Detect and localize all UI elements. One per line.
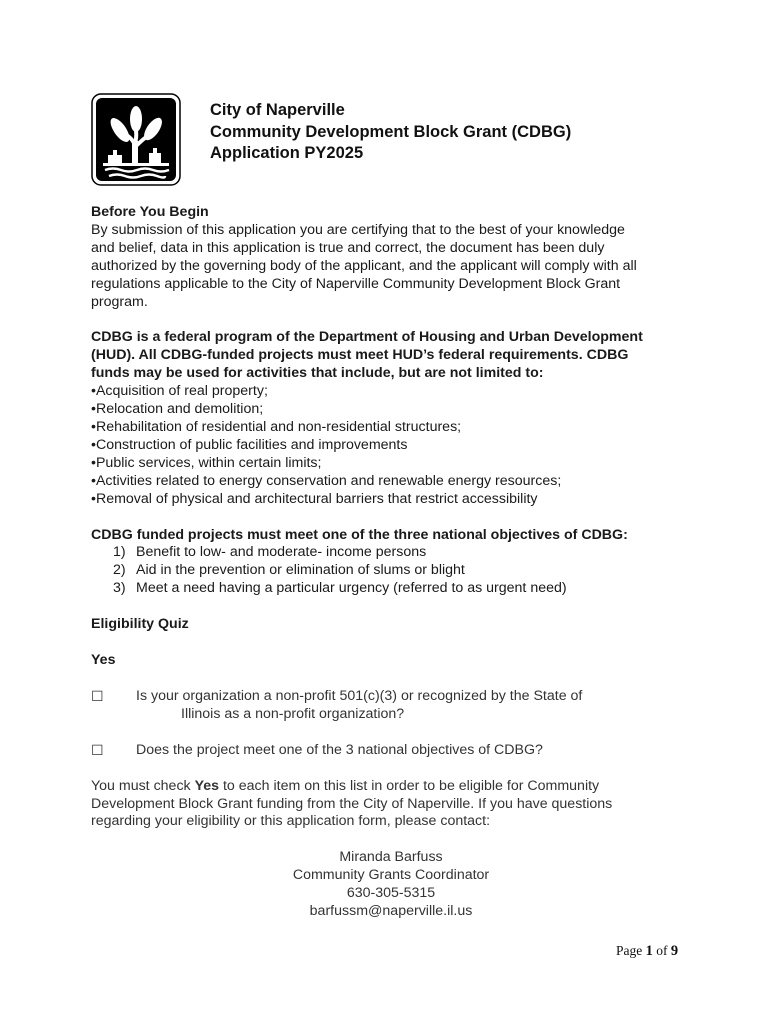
page-word: Page (616, 943, 646, 958)
activity-item: •Construction of public facilities and improvements (91, 436, 408, 453)
yes-column-label: Yes (91, 652, 116, 669)
cdbg-intro-line: CDBG is a federal program of the Department of Housing and Urban Development (91, 329, 643, 346)
before-line: authorized by the governing body of the applicant, and the applicant will comply with all (91, 257, 637, 274)
objective-number: 2) (113, 562, 126, 579)
contact-title: Community Grants Coordinator (292, 867, 490, 884)
title-program: Community Development Block Grant (CDBG) (210, 122, 572, 141)
quiz-heading: Eligibility Quiz (91, 616, 189, 633)
page-number (616, 943, 678, 960)
before-line: program. (91, 293, 148, 310)
activity-item: •Rehabilitation of residential and non-residential structures; (91, 418, 462, 435)
before-line: regulations applicable to the City of Naperville Community Development Block Grant (91, 275, 621, 292)
title-application: Application PY2025 (210, 144, 364, 162)
activity-item: •Relocation and demolition; (91, 401, 264, 418)
activity-item: •Activities related to energy conservation and renewable energy resources; (91, 472, 562, 489)
contact-phone: 630-305-5315 (346, 885, 436, 902)
objective-text: Aid in the prevention or elimination of slums or blight (136, 562, 465, 579)
notice-line: regarding your eligibility or this application form, please contact: (91, 813, 491, 830)
contact-email[interactable]: barfussm@naperville.il.us (309, 903, 473, 920)
question-text: Is your organization a non-profit 501(c)(3) or recognized by the State of (136, 687, 583, 704)
title-city: City of Naperville (210, 101, 345, 119)
notice-text: You must check (91, 777, 195, 794)
notice-text: to each item on this list in order to be eligible for Community (219, 777, 600, 794)
total-pages: 9 (670, 943, 679, 959)
contact-block (91, 849, 691, 921)
objective-item (91, 544, 691, 562)
question-text-continued: Illinois as a non-profit organization? (181, 705, 405, 722)
objectives-list (91, 544, 691, 598)
objective-item (91, 580, 691, 598)
notice-line: Development Block Grant funding from the City of Naperville. If you have questions (91, 795, 613, 812)
objective-number: 3) (113, 580, 126, 597)
objectives-checkbox[interactable]: ☐ (91, 741, 104, 758)
objective-text: Meet a need having a particular urgency (referred to as urgent need) (136, 580, 567, 597)
question-text: Does the project meet one of the 3 national objectives of CDBG? (136, 741, 543, 758)
objective-number: 1) (113, 544, 126, 561)
before-line: and belief, data in this application is true and correct, the document has been duly (91, 239, 605, 256)
activity-item: •Removal of physical and architectural barriers that restrict accessibility (91, 490, 538, 507)
activity-item: •Acquisition of real property; (91, 383, 268, 400)
activity-item: •Public services, within certain limits; (91, 454, 322, 471)
eligibility-notice (91, 778, 691, 796)
quiz-question-objectives (91, 742, 691, 760)
contact-name: Miranda Barfuss (339, 849, 443, 866)
cdbg-intro-line: (HUD). All CDBG-funded projects must meet HUD’s federal requirements. CDBG (91, 347, 629, 364)
city-of-naperville-logo-icon (91, 93, 181, 186)
notice-yes: Yes (194, 777, 220, 794)
before-heading: Before You Begin (91, 204, 209, 220)
current-page: 1 (645, 943, 653, 959)
before-line: By submission of this application you are certifying that to the best of your knowledge (91, 221, 625, 238)
document-title (210, 100, 571, 165)
nonprofit-checkbox[interactable]: ☐ (91, 687, 104, 704)
objective-item (91, 562, 691, 580)
objectives-heading: CDBG funded projects must meet one of the three national objectives of CDBG: (91, 526, 628, 543)
cdbg-intro-line: funds may be used for activities that include, but are not limited to: (91, 365, 544, 382)
document-body (91, 204, 691, 921)
quiz-question-nonprofit (91, 688, 691, 724)
objective-text: Benefit to low- and moderate- income persons (136, 544, 427, 561)
of-word: of (652, 943, 671, 958)
